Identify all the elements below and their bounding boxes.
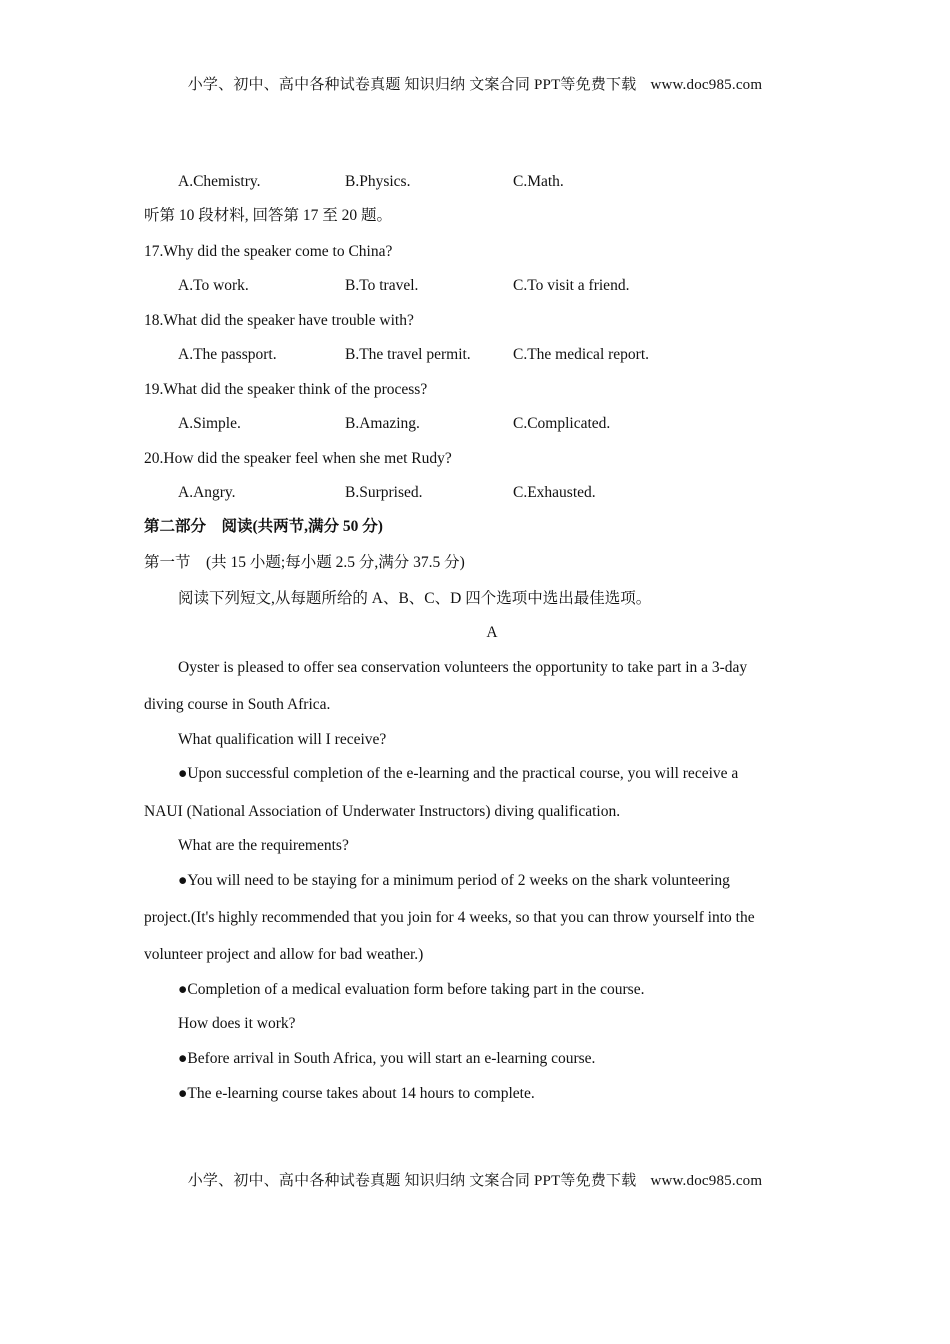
part2-title: 第二部分 阅读(共两节,满分 50 分): [144, 518, 383, 535]
header-text: 小学、初中、高中各种试卷真题 知识归纳 文案合同 PPT等免费下载: [187, 77, 637, 93]
q18-option-b: B.The travel permit.: [345, 346, 471, 363]
header-url[interactable]: www.doc985.com: [650, 77, 763, 93]
passage-bullet-2-line2: project.(It's highly recommended that you join for 4 weeks, so that you can throw yourself into the: [144, 909, 755, 926]
passage-bullet-5: ●The e-learning course takes about 14 hours to complete.: [178, 1085, 535, 1102]
passage-bullet-2-line1: ●You will need to be staying for a minimum period of 2 weeks on the shark volunteering: [178, 872, 730, 889]
q18-option-c: C.The medical report.: [513, 346, 650, 363]
question-18: 18.What did the speaker have trouble with?: [144, 312, 414, 329]
q20-option-b: B.Surprised.: [345, 484, 423, 501]
q20-option-c: C.Exhausted.: [513, 484, 596, 501]
passage-p1-line2: diving course in South Africa.: [144, 696, 331, 713]
q18-option-a: A.The passport.: [178, 346, 277, 363]
passage-bullet-1-line1: ●Upon successful completion of the e-learning and the practical course, you will receive a: [178, 765, 739, 782]
question-17: 17.Why did the speaker come to China?: [144, 243, 393, 260]
q19-option-a: A.Simple.: [178, 415, 241, 432]
q16-option-a: A.Chemistry.: [178, 173, 261, 190]
passage-bullet-1-line2: NAUI (National Association of Underwater Instructors) diving qualification.: [144, 803, 621, 820]
question-20: 20.How did the speaker feel when she met Rudy?: [144, 450, 452, 467]
q17-option-a: A.To work.: [178, 277, 249, 294]
q19-option-b: B.Amazing.: [345, 415, 420, 432]
passage-label: A: [486, 624, 498, 641]
q17-option-c: C.To visit a friend.: [513, 277, 630, 294]
footer-url[interactable]: www.doc985.com: [650, 1173, 763, 1189]
passage-bullet-4: ●Before arrival in South Africa, you will start an e-learning course.: [178, 1050, 596, 1067]
instructions: 阅读下列短文,从每题所给的 A、B、C、D 四个选项中选出最佳选项。: [178, 590, 652, 607]
q19-option-c: C.Complicated.: [513, 415, 611, 432]
q16-option-c: C.Math.: [513, 173, 564, 190]
passage-bullet-3: ●Completion of a medical evaluation form before taking part in the course.: [178, 981, 645, 998]
section1-title: 第一节 (共 15 小题;每小题 2.5 分,满分 37.5 分): [144, 554, 465, 571]
page-header: [0, 73, 950, 94]
q17-option-b: B.To travel.: [345, 277, 419, 294]
q16-option-b: B.Physics.: [345, 173, 411, 190]
passage-bullet-2-line3: volunteer project and allow for bad weather.): [144, 946, 424, 963]
question-19: 19.What did the speaker think of the process?: [144, 381, 428, 398]
passage-heading-how-it-works: How does it work?: [178, 1015, 296, 1032]
passage-heading-qualification: What qualification will I receive?: [178, 731, 387, 748]
passage-p1-line1: Oyster is pleased to offer sea conservation volunteers the opportunity to take part in a 3-day: [178, 659, 748, 676]
page-footer: [0, 1169, 950, 1190]
section10-intro: 听第 10 段材料, 回答第 17 至 20 题。: [144, 207, 393, 224]
passage-heading-requirements: What are the requirements?: [178, 837, 349, 854]
q20-option-a: A.Angry.: [178, 484, 236, 501]
footer-text: 小学、初中、高中各种试卷真题 知识归纳 文案合同 PPT等免费下载: [187, 1173, 637, 1189]
